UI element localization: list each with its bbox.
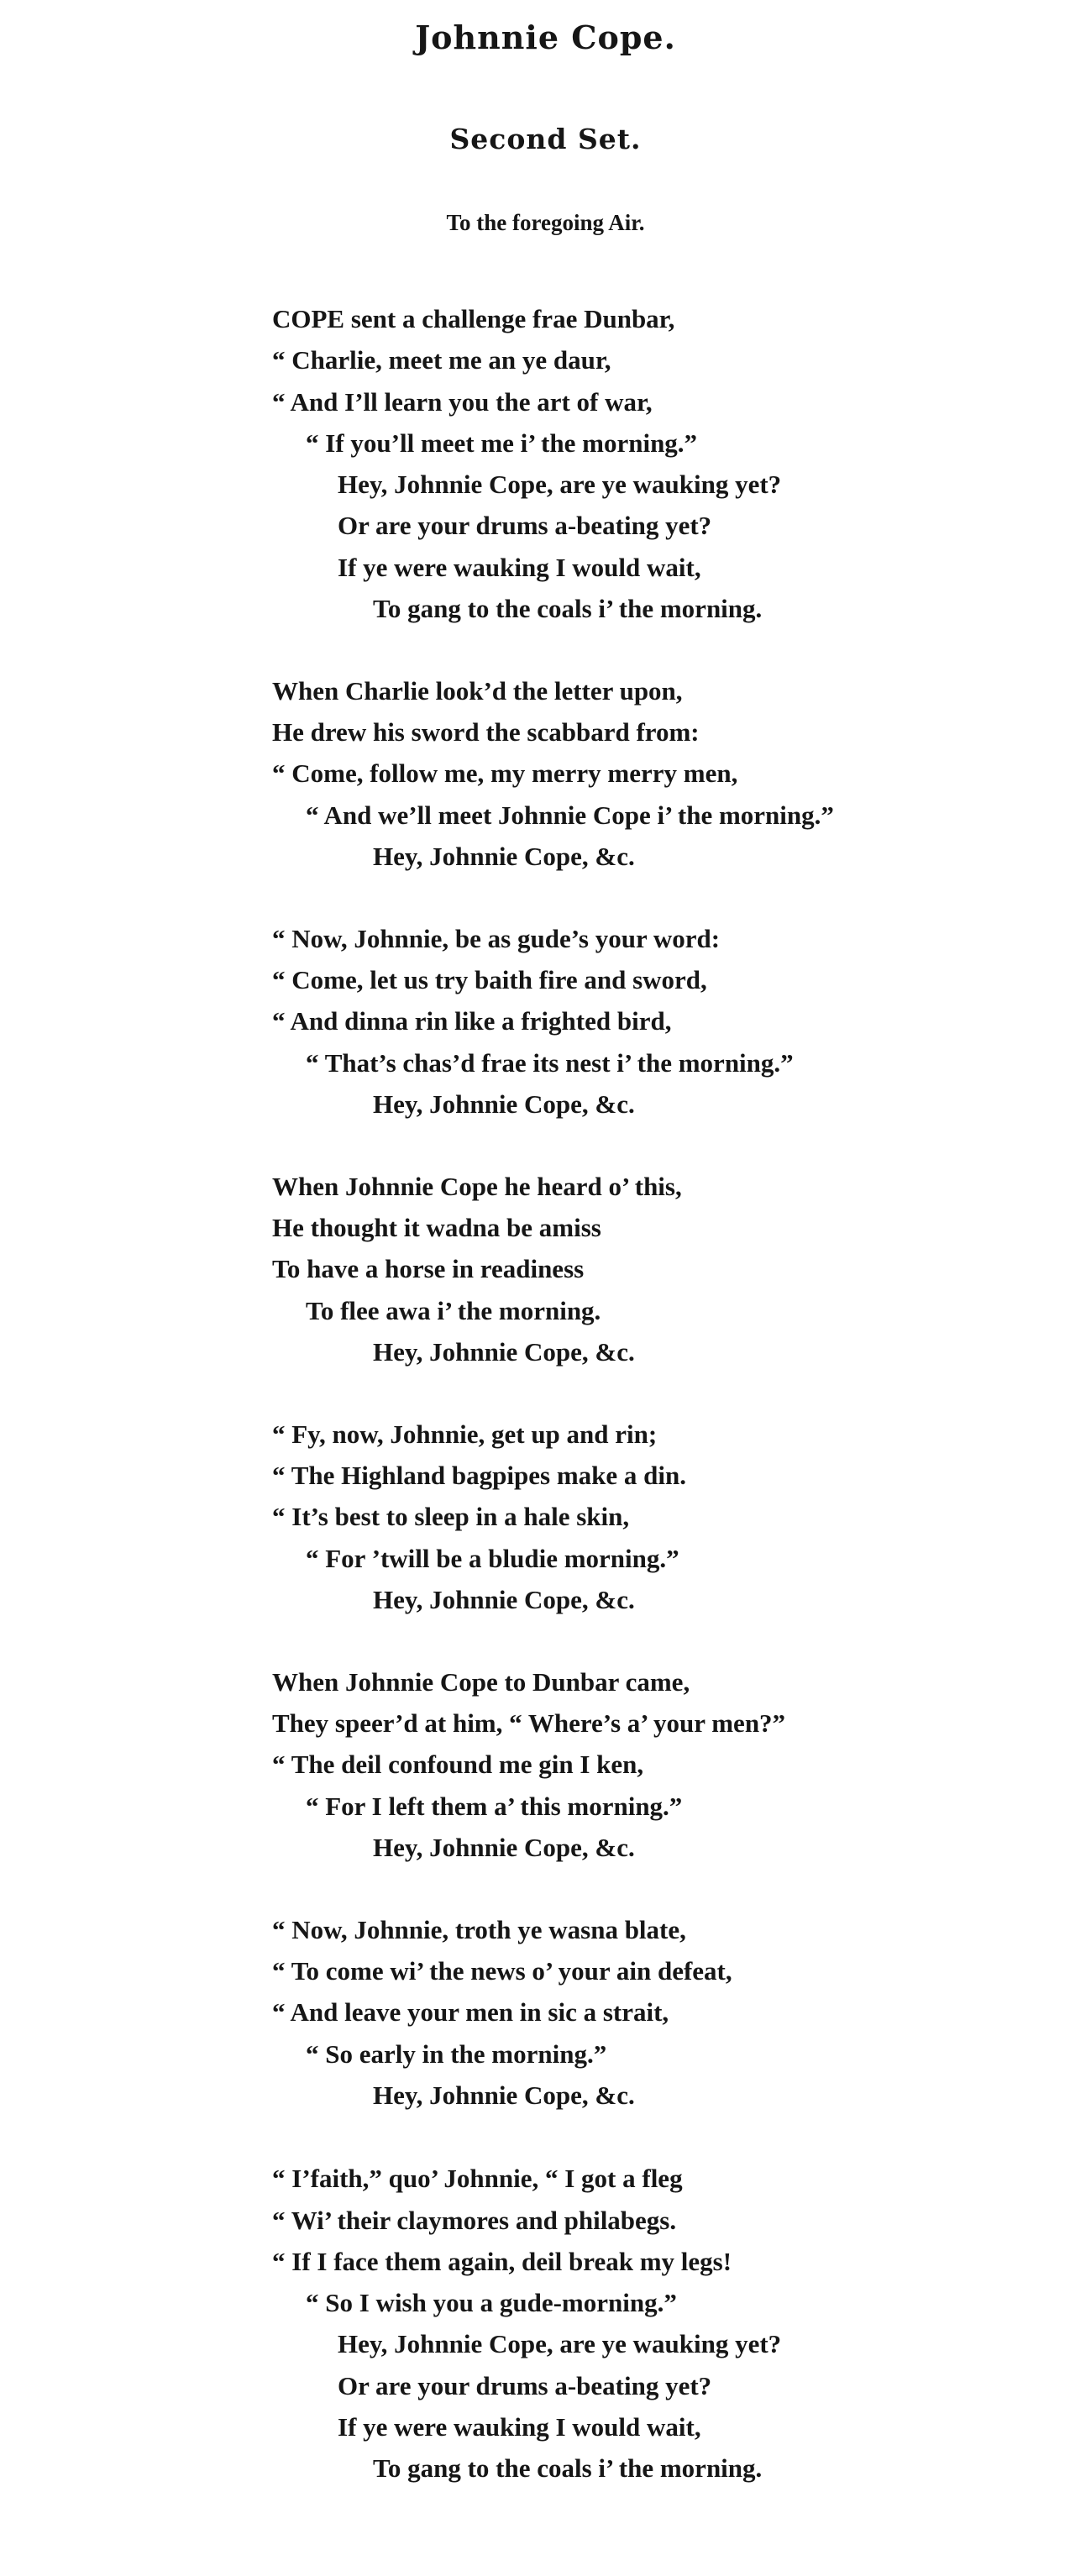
verse-line: “ Fy, now, Johnnie, get up and rin; [272,1419,658,1449]
verse-line: “ It’s best to sleep in a hale skin, [272,1502,630,1532]
verse-line: “ If you’ll meet me i’ the morning.” [306,428,698,458]
verse-line: Hey, Johnnie Cope, are ye wauking yet? [338,470,782,500]
air-note: To the foregoing Air. [446,210,645,235]
stanza [272,1166,1078,1372]
stanza [272,1414,1078,1620]
verse-line: Or are your drums a-beating yet? [338,511,712,541]
stanza [272,918,1078,1125]
stanza [272,1909,1078,2116]
verse-line: “ Come, let us try baith fire and sword, [272,965,707,995]
stanza [272,1661,1078,1868]
verse-line: Hey, Johnnie Cope, &c. [373,1833,635,1862]
verse-line: If ye were wauking I would wait, [338,552,701,582]
verse-line: “ I’faith,” quo’ Johnnie, “ I got a fleg [272,2164,683,2194]
verse-line: To gang to the coals i’ the morning. [373,2453,763,2484]
verse-line: “ And I’ll learn you the art of war, [272,386,653,417]
verse-line: “ That’s chas’d frae its nest i’ the morning.” [306,1047,794,1078]
stanza [272,2158,1078,2489]
verse-line: “ Wi’ their claymores and philabegs. [272,2205,677,2235]
verse-line: He thought it wadna be amiss [272,1213,601,1243]
verse-line: Or are your drums a-beating yet? [338,2370,712,2400]
verse-line: Hey, Johnnie Cope, &c. [373,1089,635,1120]
stanza [272,670,1078,877]
verse-line: He drew his sword the scabbard from: [272,717,700,748]
verse-line: To flee awa i’ the morning. [306,1295,601,1325]
verse-line: “ Charlie, meet me an ye daur, [272,345,611,375]
verse-line: They speer’d at him, “ Where’s a’ your men?” [272,1708,786,1739]
verse-line: “ And we’ll meet Johnnie Cope i’ the morning.” [306,800,834,830]
stanza [272,298,1078,629]
verse-line: COPE sent a challenge frae Dunbar, [272,304,675,333]
verse-line: “ Come, follow me, my merry merry men, [272,758,738,789]
verse-line: Hey, Johnnie Cope, &c. [373,842,635,872]
verse-line: To gang to the coals i’ the morning. [373,594,763,624]
verse-line: “ The deil confound me gin I ken, [272,1750,644,1780]
verse-line: “ The Highland bagpipes make a din. [272,1461,687,1491]
verse-line: “ If I face them again, deil break my legs! [272,2246,732,2276]
verse-line: When Charlie look’d the letter upon, [272,675,683,706]
verse-line: “ For ’twill be a bludie morning.” [306,1543,679,1573]
verse-line: “ To come wi’ the news o’ your ain defeat, [272,1956,732,1986]
page-title: Johnnie Cope. [415,18,676,56]
verse-line: “ So early in the morning.” [306,2038,607,2069]
verse-line: Hey, Johnnie Cope, &c. [373,1337,635,1367]
verse-line: Hey, Johnnie Cope, are ye wauking yet? [338,2329,782,2359]
verse-line: “ And leave your men in sic a strait, [272,1997,669,2028]
verse-line: Hey, Johnnie Cope, &c. [373,2080,635,2110]
section-subtitle: Second Set. [449,123,642,155]
verse-line: “ Now, Johnnie, troth ye wasna blate, [272,1914,686,1944]
verse-line: “ And dinna rin like a frighted bird, [272,1006,672,1036]
verse-line: When Johnnie Cope he heard o’ this, [272,1171,682,1201]
verse-line: To have a horse in readiness [272,1254,585,1284]
poem-body [272,298,1078,2530]
verse-line: Hey, Johnnie Cope, &c. [373,1585,635,1615]
verse-line: “ For I left them a’ this morning.” [306,1791,683,1821]
verse-line: When Johnnie Cope to Dunbar came, [272,1666,690,1697]
verse-line: “ So I wish you a gude-morning.” [306,2288,677,2318]
verse-line: If ye were wauking I would wait, [338,2412,701,2442]
verse-line: “ Now, Johnnie, be as gude’s your word: [272,923,721,953]
